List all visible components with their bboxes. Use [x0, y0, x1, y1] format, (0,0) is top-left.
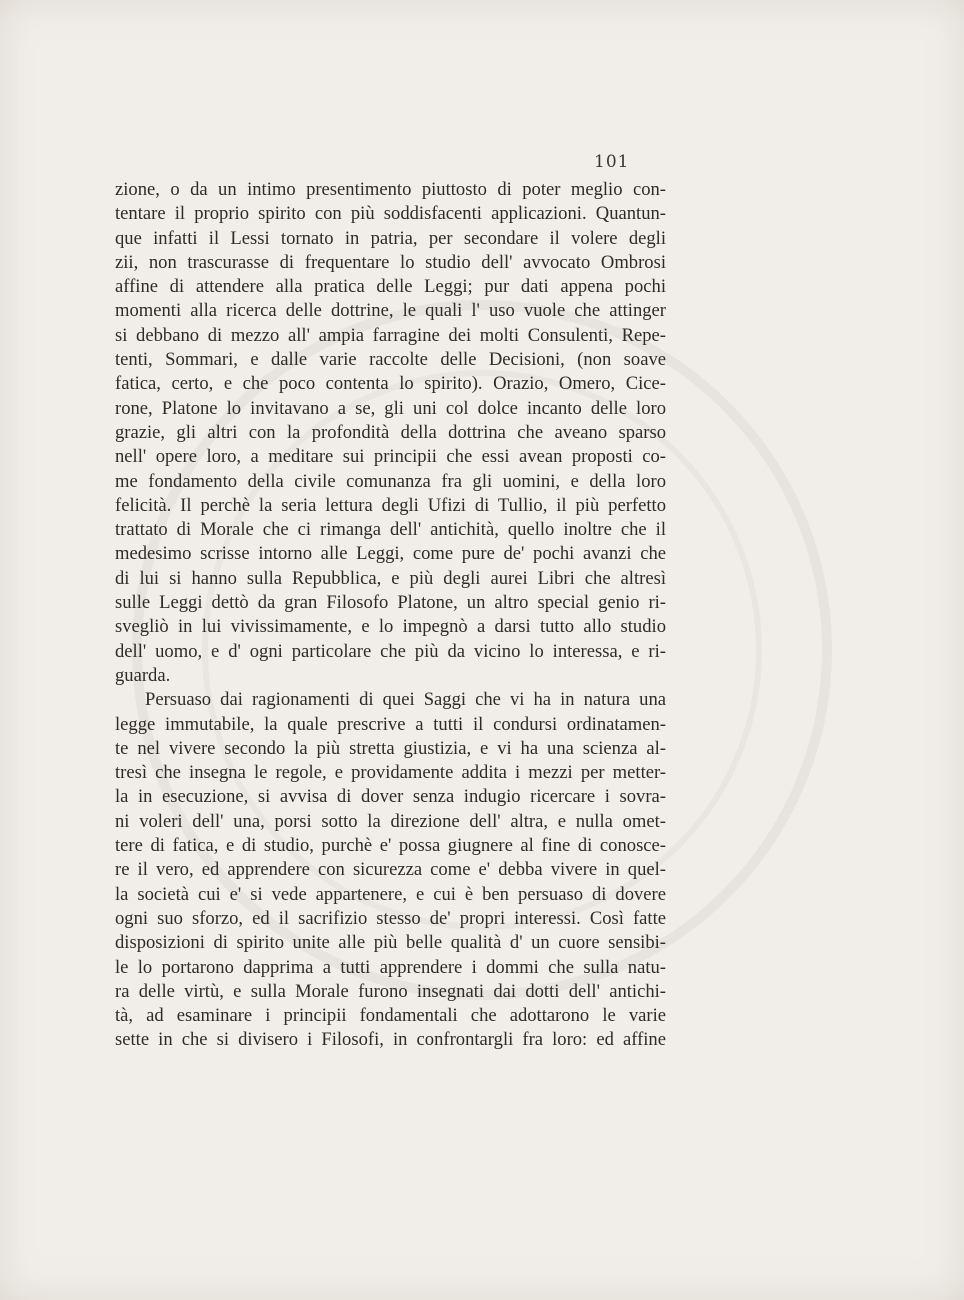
- body-text: [115, 178, 666, 1053]
- text-line: tere di fatica, e di studio, purchè e' possa giugnere al fine di conosce-: [115, 835, 666, 857]
- paragraph-start-line: Persuaso dai ragionamenti di quei Saggi che vi ha in natura una: [145, 689, 666, 711]
- paragraph-end-line: guarda.: [115, 664, 171, 686]
- text-line: le lo portarono dapprima a tutti apprendere i dommi che sulla natu-: [115, 956, 666, 978]
- text-line: sulle Leggi dettò da gran Filosofo Platone, un altro special genio ri-: [115, 592, 666, 614]
- text-line: re il vero, ed apprendere con sicurezza come e' debba vivere in quel-: [115, 859, 666, 881]
- text-line: sette in che si divisero i Filosofi, in confrontargli fra loro: ed affine: [115, 1029, 666, 1051]
- text-line: te nel vivere secondo la più stretta giustizia, e vi ha una scienza al-: [115, 737, 666, 759]
- text-line: momenti alla ricerca delle dottrine, le quali l' uso vuole che attinger: [115, 300, 666, 322]
- text-line: ra delle virtù, e sulla Morale furono insegnati dai dotti dell' antichi-: [115, 980, 666, 1002]
- text-line: rone, Platone lo invitavano a se, gli uni col dolce incanto delle loro: [115, 397, 666, 419]
- text-line: legge immutabile, la quale prescrive a tutti il condursi ordinatamen-: [115, 713, 666, 735]
- text-line: ogni suo sforzo, ed il sacrifizio stesso de' propri interessi. Così fatte: [115, 907, 666, 929]
- text-line: la in esecuzione, si avvisa di dover senza indugio ricercare i sovra-: [115, 786, 666, 808]
- text-line: fatica, certo, e che poco contenta lo spirito). Orazio, Omero, Cice-: [115, 373, 666, 395]
- text-line: si debbano di mezzo all' ampia farragine dei molti Consulenti, Repe-: [115, 324, 666, 346]
- text-line: me fondamento della civile comunanza fra gli uomini, e della loro: [115, 470, 666, 492]
- text-line: nell' opere loro, a meditare sui principii che essi avean proposti co-: [115, 446, 666, 468]
- text-line: zione, o da un intimo presentimento piuttosto di poter meglio con-: [115, 179, 666, 200]
- text-line: la società cui e' si vede appartenere, e cui è ben persuaso di dovere: [115, 883, 666, 905]
- text-line: felicità. Il perchè la seria lettura degli Ufizi di Tullio, il più perfetto: [115, 494, 666, 516]
- text-line: di lui si hanno sulla Repubblica, e più degli aurei Libri che altresì: [115, 567, 666, 589]
- text-line: tentare il proprio spirito con più soddisfacenti applicazioni. Quantun-: [115, 203, 666, 225]
- text-line: svegliò in lui vivissimamente, e lo impegnò a darsi tutto allo studio: [115, 616, 666, 638]
- text-line: affine di attendere alla pratica delle Leggi; pur dati appena pochi: [115, 276, 666, 298]
- text-line: dell' uomo, e d' ogni particolare che più da vicino lo interessa, e ri-: [115, 640, 666, 662]
- text-line: medesimo scrisse intorno alle Leggi, come pure de' pochi avanzi che: [115, 543, 666, 565]
- text-line: tenti, Sommari, e dalle varie raccolte delle Decisioni, (non soave: [115, 349, 666, 371]
- text-line: grazie, gli altri con la profondità della dottrina che aveano sparso: [115, 421, 666, 443]
- text-line: que infatti il Lessi tornato in patria, per secondare il volere degli: [115, 227, 666, 249]
- text-line: trattato di Morale che ci rimanga dell' antichità, quello inoltre che il: [115, 519, 666, 541]
- text-line: tà, ad esaminare i principii fondamentali che adottarono le varie: [115, 1005, 666, 1027]
- text-line: disposizioni di spirito unite alle più belle qualità d' un cuore sensibi-: [115, 932, 666, 954]
- text-line: ni voleri dell' una, porsi sotto la direzione dell' altra, e nulla omet-: [115, 810, 666, 832]
- text-line: tresì che insegna le regole, e providamente addita i mezzi per metter-: [115, 762, 666, 784]
- text-line: zii, non trascurasse di frequentare lo studio dell' avvocato Ombrosi: [115, 251, 666, 273]
- page-number: 101: [594, 152, 630, 172]
